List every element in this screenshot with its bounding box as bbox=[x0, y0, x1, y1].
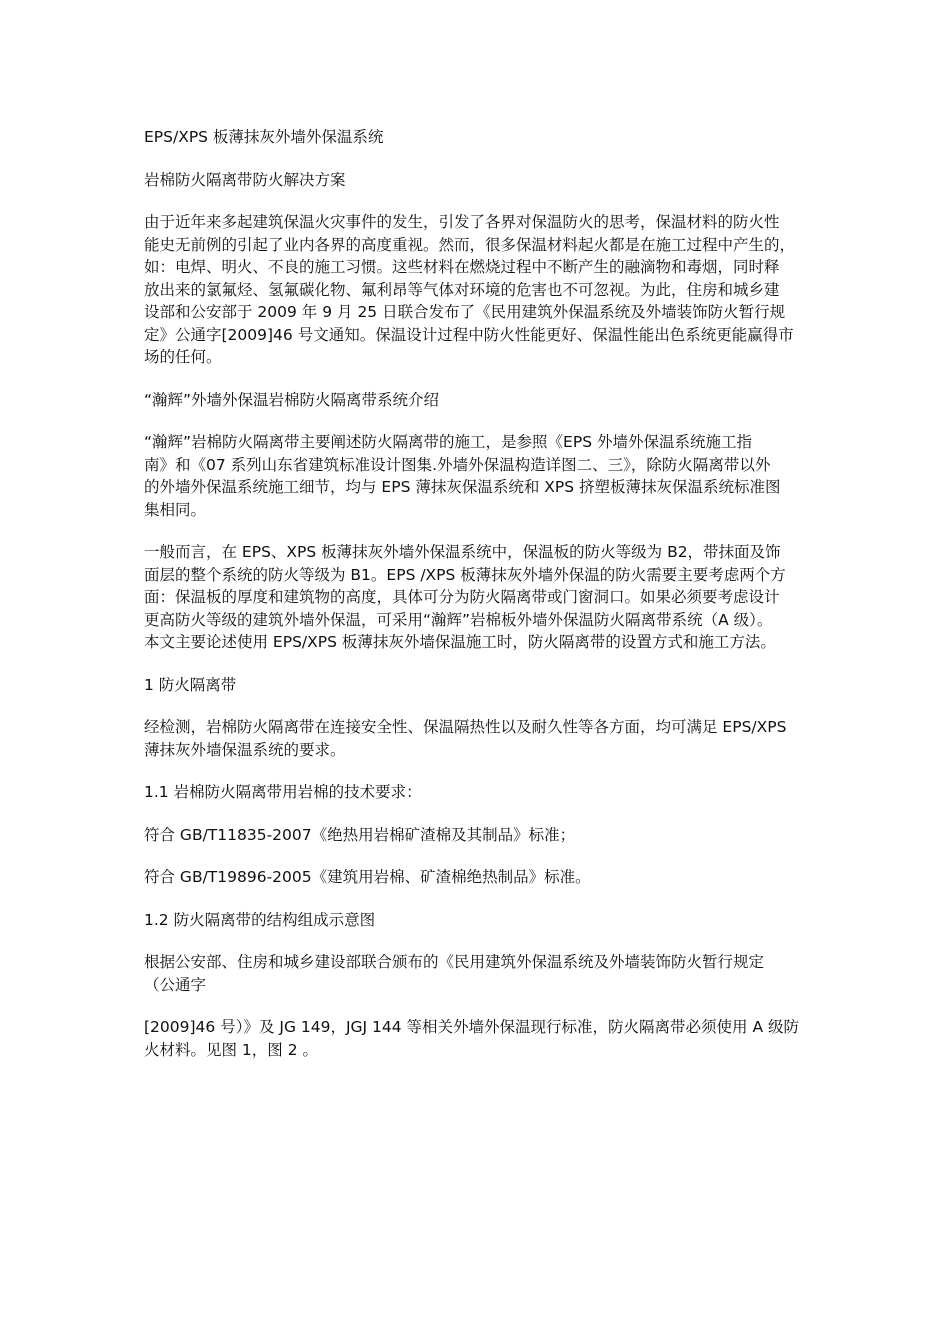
text-line: 南》和《07 系列山东省建筑标准设计图集.外墙外保温构造详图二、三》，除防火隔离带以外 bbox=[144, 455, 771, 474]
text-line: 能史无前例的引起了业内各界的高度重视。然而，很多保温材料起火都是在施工过程中产生的， bbox=[144, 235, 796, 254]
document-title: EPS/XPS 板薄抹灰外墙外保温系统 bbox=[144, 128, 384, 146]
text-line: 场的任何。 bbox=[144, 348, 222, 366]
text-line: 设部和公安部于 2009 年 9 月 25 日联合发布了《民用建筑外保温系统及外墙装饰防火暂行规 bbox=[144, 303, 786, 321]
text-line: 的外墙外保温系统施工细节，均与 EPS 薄抹灰保温系统和 XPS 挤塑板薄抹灰保温系统标准图 bbox=[144, 478, 781, 496]
text-line: 面：保温板的厚度和建筑物的高度，具体可分为防火隔离带或门窗洞口。如果必须要考虑设计 bbox=[144, 588, 780, 606]
section-1-2-heading: 1.2 防火隔离带的结构组成示意图 bbox=[144, 910, 376, 929]
document-body bbox=[144, 126, 810, 1081]
text-line: 放出来的氯氟烃、氢氟碳化物、氟利昂等气体对环境的危害也不可忽视。为此，住房和城乡建 bbox=[144, 280, 780, 299]
system-intro-heading: “瀚辉”外墙外保温岩棉防火隔离带系统介绍 bbox=[144, 390, 440, 409]
system-intro-paragraph bbox=[144, 431, 810, 521]
text-line: 根据公安部、住房和城乡建设部联合颁布的《民用建筑外保温系统及外墙装饰防火暂行规定 bbox=[144, 953, 765, 971]
text-line: “瀚辉”岩棉防火隔离带主要阐述防火隔离带的施工，是参照《EPS 外墙外保温系统施工指 bbox=[144, 433, 752, 451]
document-subtitle: 岩棉防火隔离带防火解决方案 bbox=[144, 170, 346, 189]
section-1-heading: 1 防火隔离带 bbox=[144, 675, 237, 694]
text-line: 火材料。见图 1，图 2 。 bbox=[144, 1040, 319, 1059]
text-line: 定》公通字[2009]46 号文通知。保温设计过程中防火性能更好、保温性能出色系统更能赢得市 bbox=[144, 325, 794, 344]
general-paragraph bbox=[144, 541, 810, 654]
text-line: 更高防火等级的建筑外墙外保温，可采用“瀚辉”岩棉板外墙外保温防火隔离带系统（A 级）。 bbox=[144, 610, 773, 629]
text-line: 集相同。 bbox=[144, 500, 207, 519]
text-line: 如：电焊、明火、不良的施工习惯。这些材料在燃烧过程中不断产生的融滴物和毒烟，同时释 bbox=[144, 258, 780, 276]
text-line: 面层的整个系统的防火等级为 B1。EPS /XPS 板薄抹灰外墙外保温的防火需要主要考虑两个方 bbox=[144, 565, 786, 584]
text-line: [2009]46 号）》及 JG 149，JGJ 144 等相关外墙外保温现行标准，防火隔离带必须使用 A 级防 bbox=[144, 1018, 800, 1036]
text-line: 本文主要论述使用 EPS/XPS 板薄抹灰外墙保温施工时，防火隔离带的设置方式和施工方法。 bbox=[144, 633, 776, 651]
text-line: 一般而言，在 EPS、XPS 板薄抹灰外墙外保温系统中，保温板的防火等级为 B2，带抹面及饰 bbox=[144, 543, 781, 561]
text-line: 经检测，岩棉防火隔离带在连接安全性、保温隔热性以及耐久性等各方面，均可满足 EPS/XPS bbox=[144, 718, 787, 736]
text-line: 由于近年来多起建筑保温火灾事件的发生，引发了各界对保温防火的思考，保温材料的防火性 bbox=[144, 213, 780, 231]
text-line: （公通字 bbox=[144, 975, 207, 994]
regulation-continuation-paragraph bbox=[144, 1016, 810, 1061]
text-line: 薄抹灰外墙保温系统的要求。 bbox=[144, 740, 346, 759]
intro-paragraph bbox=[144, 211, 810, 369]
section-1-1-heading: 1.1 岩棉防火隔离带用岩棉的技术要求： bbox=[144, 783, 422, 801]
regulation-paragraph bbox=[144, 951, 810, 996]
standard-item: 符合 GB/T11835-2007《绝热用岩棉矿渣棉及其制品》标准； bbox=[144, 825, 576, 844]
section-1-paragraph bbox=[144, 716, 810, 761]
standard-item: 符合 GB/T19896-2005《建筑用岩棉、矿渣棉绝热制品》标准。 bbox=[144, 868, 591, 886]
